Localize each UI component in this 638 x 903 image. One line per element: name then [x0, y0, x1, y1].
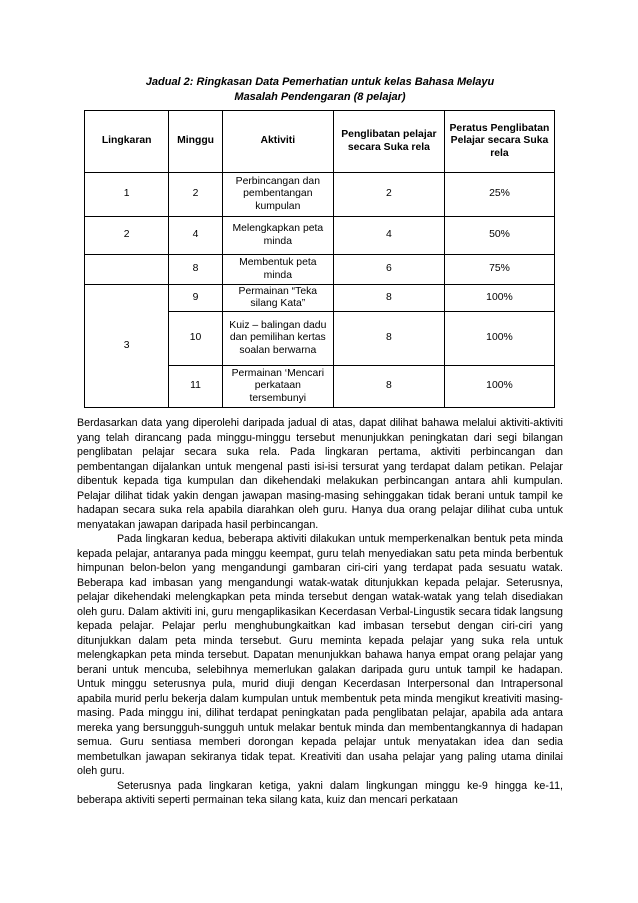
cell-aktiviti: Permainan “Teka silang Kata”	[222, 285, 333, 312]
cell-minggu: 11	[169, 366, 222, 408]
body-text	[77, 416, 563, 808]
cell-minggu: 2	[169, 173, 222, 217]
cell-lingkaran: 3	[85, 285, 169, 408]
observation-table	[84, 110, 555, 408]
header-aktiviti: Aktiviti	[222, 111, 333, 173]
table-row	[85, 255, 555, 285]
table-row	[85, 173, 555, 217]
cell-minggu: 10	[169, 312, 222, 366]
cell-aktiviti: Kuiz – balingan dadu dan pemilihan kertas soalan berwarna	[222, 312, 333, 366]
table-row	[85, 285, 555, 312]
cell-peratus: 75%	[444, 255, 554, 285]
table-caption	[60, 75, 580, 105]
header-penglibatan: Penglibatan pelajar secara Suka rela	[333, 111, 444, 173]
cell-aktiviti: Melengkapkan peta minda	[222, 217, 333, 255]
cell-lingkaran-empty	[85, 255, 169, 285]
header-minggu: Minggu	[169, 111, 222, 173]
cell-peratus: 100%	[444, 312, 554, 366]
cell-penglibatan: 2	[333, 173, 444, 217]
cell-peratus: 100%	[444, 285, 554, 312]
cell-minggu: 4	[169, 217, 222, 255]
cell-minggu: 9	[169, 285, 222, 312]
cell-penglibatan: 8	[333, 285, 444, 312]
table-header-row	[85, 111, 555, 173]
header-peratus: Peratus Penglibatan Pelajar secara Suka rela	[444, 111, 554, 173]
cell-lingkaran: 2	[85, 217, 169, 255]
caption-line-1: Jadual 2: Ringkasan Data Pemerhatian untuk kelas Bahasa Melayu	[145, 76, 495, 88]
cell-penglibatan: 4	[333, 217, 444, 255]
cell-peratus: 100%	[444, 366, 554, 408]
cell-penglibatan: 8	[333, 312, 444, 366]
cell-lingkaran: 1	[85, 173, 169, 217]
cell-aktiviti: Perbincangan dan pembentangan kumpulan	[222, 173, 333, 217]
cell-penglibatan: 8	[333, 366, 444, 408]
cell-peratus: 50%	[444, 217, 554, 255]
cell-peratus: 25%	[444, 173, 554, 217]
cell-aktiviti: Membentuk peta minda	[222, 255, 333, 285]
paragraph-1: Berdasarkan data yang diperolehi daripada jadual di atas, dapat dilihat bahawa melalui aktiviti-aktiviti yang telah dirancang pada minggu-minggu tersebut menunjukkan peningkatan dari segi bilangan penglibatan pelajar secara suka rela. Pada lingkaran pertama, aktiviti perbincangan dan pembentangan dijalankan untuk mengenal pasti isi-isi tersurat yang terdapat dalam petikan. Pelajar dibentuk kepada tiga kumpulan dan dikehendaki melakukan perbincangan antara ahli kumpulan. Pelajar dilihat tidak yakin dengan jawapan masing-masing sehinggakan tidak berani untuk tampil ke hadapan secara suka rela apabila diarahkan oleh guru. Hanya dua orang pelajar dilihat cuba untuk menyatakan jawapan daripada hasil perbincangan.	[77, 417, 563, 531]
paragraph-2: Pada lingkaran kedua, beberapa aktiviti dilakukan untuk memperkenalkan bentuk peta minda kepada pelajar, antaranya pada minggu keempat, guru telah menyediakan satu peta minda berbentuk himpunan belon-belon yang mengandungi gambaran ciri-ciri yang terdapat pada sesuatu watak. Beberapa kad imbasan yang mengandungi watak-watak ditunjukkan kepada pelajar. Seterusnya, pelajar dikehendaki melengkapkan peta minda tersebut dengan watak-watak yang telah disediakan oleh guru. Dalam aktiviti ini, guru mengaplikasikan Kecerdasan Verbal-Lingustik secara tidak langsung kepada pelajar. Pelajar perlu menghubungkaitkan kad imbasan tersebut dengan ciri-ciri yang ditunjukkan dalam peta minda tersebut. Guru meminta kepada pelajar yang suka rela untuk melengkapkan peta minda tersebut. Dapatan menunjukkan bahawa hanya empat orang pelajar yang berani untuk mencuba, selebihnya memerlukan galakan daripada guru untuk tampil ke hadapan. Untuk minggu seterusnya pula, murid diuji dengan Kecerdasan Interpersonal dan Intrapersonal apabila murid perlu bekerja dalam kumpulan untuk membentuk peta minda mengikut kreativiti masing-masing. Pada minggu ini, dilihat terdapat peningkatan pada penglibatan pelajar, apabila ada antara mereka yang bersungguh-sungguh untuk melakar bentuk minda dan membentangkannya di hadapan semua. Guru sentiasa memberi dorongan kepada pelajar untuk menyatakan idea dan sedia membetulkan jawapan sekiranya tidak tepat. Kreativiti dan usaha pelajar yang paling utama dinilai oleh guru.	[77, 533, 563, 777]
header-lingkaran: Lingkaran	[85, 111, 169, 173]
table-row	[85, 217, 555, 255]
caption-line-2: Masalah Pendengaran (8 pelajar)	[234, 91, 406, 103]
cell-aktiviti: Permainan ‘Mencari perkataan tersembunyi	[222, 366, 333, 408]
paragraph-3: Seterusnya pada lingkaran ketiga, yakni dalam lingkungan minggu ke-9 hingga ke-11, beberapa aktiviti seperti permainan teka silang kata, kuiz dan mencari perkataan	[77, 779, 563, 806]
cell-penglibatan: 6	[333, 255, 444, 285]
cell-minggu: 8	[169, 255, 222, 285]
